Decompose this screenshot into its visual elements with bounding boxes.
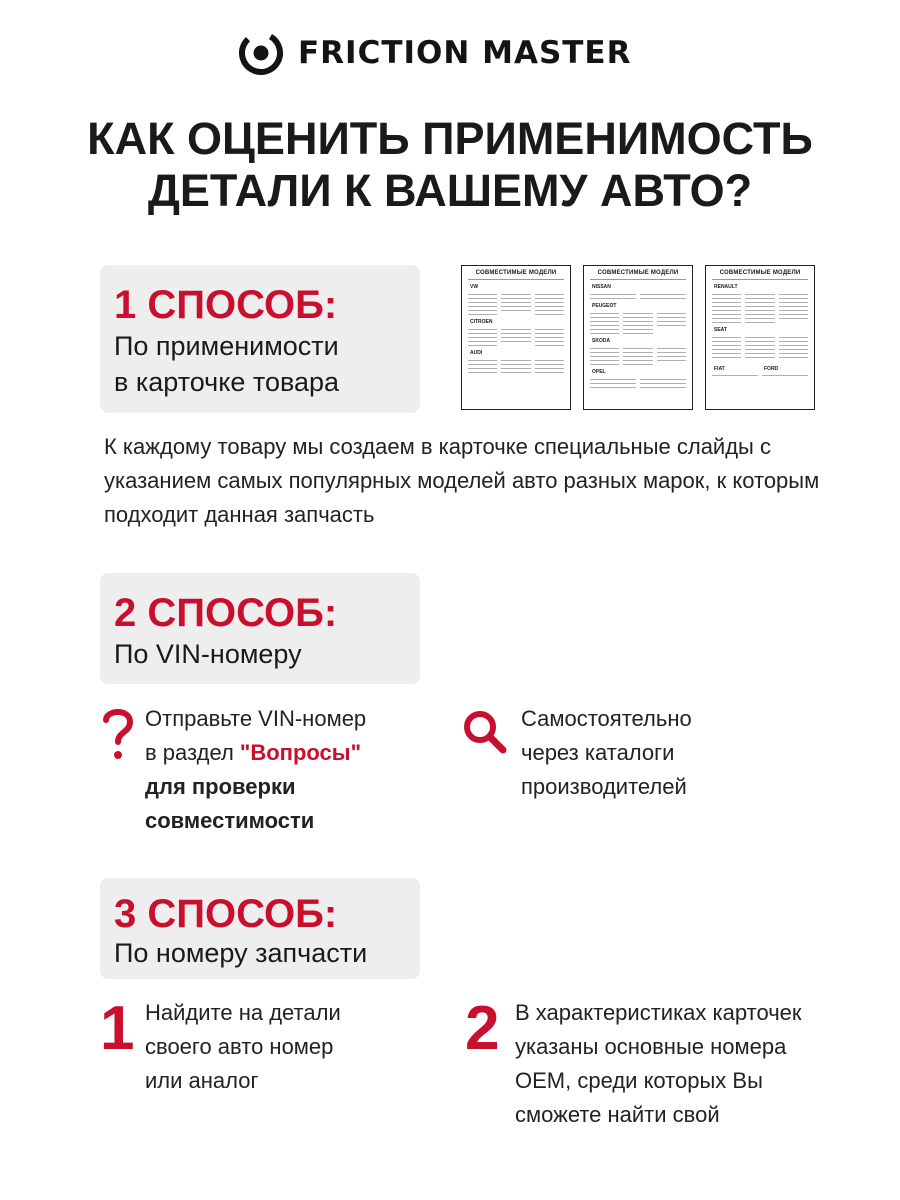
slide-brand: SKODA xyxy=(592,338,611,344)
slide-brand: FIAT xyxy=(714,366,725,372)
page-title xyxy=(0,113,900,217)
compatibility-slides xyxy=(461,265,815,410)
method-1-heading: 1 СПОСОБ: xyxy=(114,283,338,327)
questions-section-link: "Вопросы" xyxy=(239,740,362,765)
catalog-step-line-2: через каталоги xyxy=(521,740,675,765)
title-line-1: КАК ОЦЕНИТЬ ПРИМЕНИМОСТЬ xyxy=(87,113,813,164)
method-1-sub-line-1: По применимости xyxy=(114,331,339,361)
slide-title: СОВМЕСТИМЫЕ МОДЕЛИ xyxy=(475,270,557,276)
slide-brand: PEUGEOT xyxy=(592,303,617,309)
part-step-1-line-2: своего авто номер xyxy=(145,1034,334,1059)
vin-step-line-1: Отправьте VIN-номер xyxy=(145,706,367,731)
slide-brand: CITROEN xyxy=(470,319,493,325)
catalog-step-line-1: Самостоятельно xyxy=(521,706,692,731)
method-2-heading: 2 СПОСОБ: xyxy=(114,591,338,635)
logo-icon xyxy=(238,30,284,76)
slide-brand: OPEL xyxy=(592,369,606,375)
slide-title: СОВМЕСТИМЫЕ МОДЕЛИ xyxy=(719,270,801,276)
slide-brand: VW xyxy=(470,284,479,290)
method-2-sub: По VIN-номеру xyxy=(114,639,302,669)
slide-brand: AUDI xyxy=(470,350,483,356)
vin-step-line-2 xyxy=(145,736,361,770)
slide-brand: NISSAN xyxy=(592,284,611,290)
method-1-description: К каждому товару мы создаем в карточке специальные слайды с указанием самых популярных моделей авто разных марок, к которым подходит данная запчасть xyxy=(104,434,820,527)
slide-brand: RENAULT xyxy=(714,284,738,290)
step-number-2: 2 xyxy=(465,994,500,1063)
title-line-2: ДЕТАЛИ К ВАШЕМУ АВТО? xyxy=(147,165,753,216)
slide-title: СОВМЕСТИМЫЕ МОДЕЛИ xyxy=(597,270,679,276)
vin-step-line-2-prefix: в раздел xyxy=(145,740,240,765)
method-3-heading: 3 СПОСОБ: xyxy=(114,892,338,936)
vin-step-line-4: совместимости xyxy=(145,808,315,833)
vin-step-line-3: для проверки xyxy=(145,774,296,799)
catalog-step-line-3: производителей xyxy=(521,774,687,799)
part-step-2-line-1: В характеристиках карточек xyxy=(515,1000,802,1025)
brand-name: FRICTION MASTER xyxy=(298,35,632,71)
question-icon xyxy=(100,706,136,762)
step-number-1: 1 xyxy=(100,994,135,1063)
method-3-card xyxy=(100,878,420,979)
part-step-2-line-2: указаны основные номера xyxy=(515,1034,787,1059)
slide-thumbnail xyxy=(705,265,815,410)
method-1-sub-line-2: в карточке товара xyxy=(114,367,340,397)
slide-thumbnail xyxy=(583,265,693,410)
slide-thumbnail xyxy=(461,265,571,410)
method-3-sub: По номеру запчасти xyxy=(114,938,368,968)
magnifier-icon xyxy=(461,708,509,756)
part-step-2-line-4: сможете найти свой xyxy=(515,1102,720,1127)
part-step-1-line-1: Найдите на детали xyxy=(145,1000,341,1025)
part-step-1-line-3: или аналог xyxy=(145,1068,259,1093)
part-step-2-line-3: OEM, среди которых Вы xyxy=(515,1068,763,1093)
brand-logo xyxy=(238,30,631,76)
slide-brand: FORD xyxy=(764,366,779,372)
method-1-card xyxy=(100,265,420,413)
slide-brand: SEAT xyxy=(714,327,727,333)
method-2-card xyxy=(100,573,420,684)
